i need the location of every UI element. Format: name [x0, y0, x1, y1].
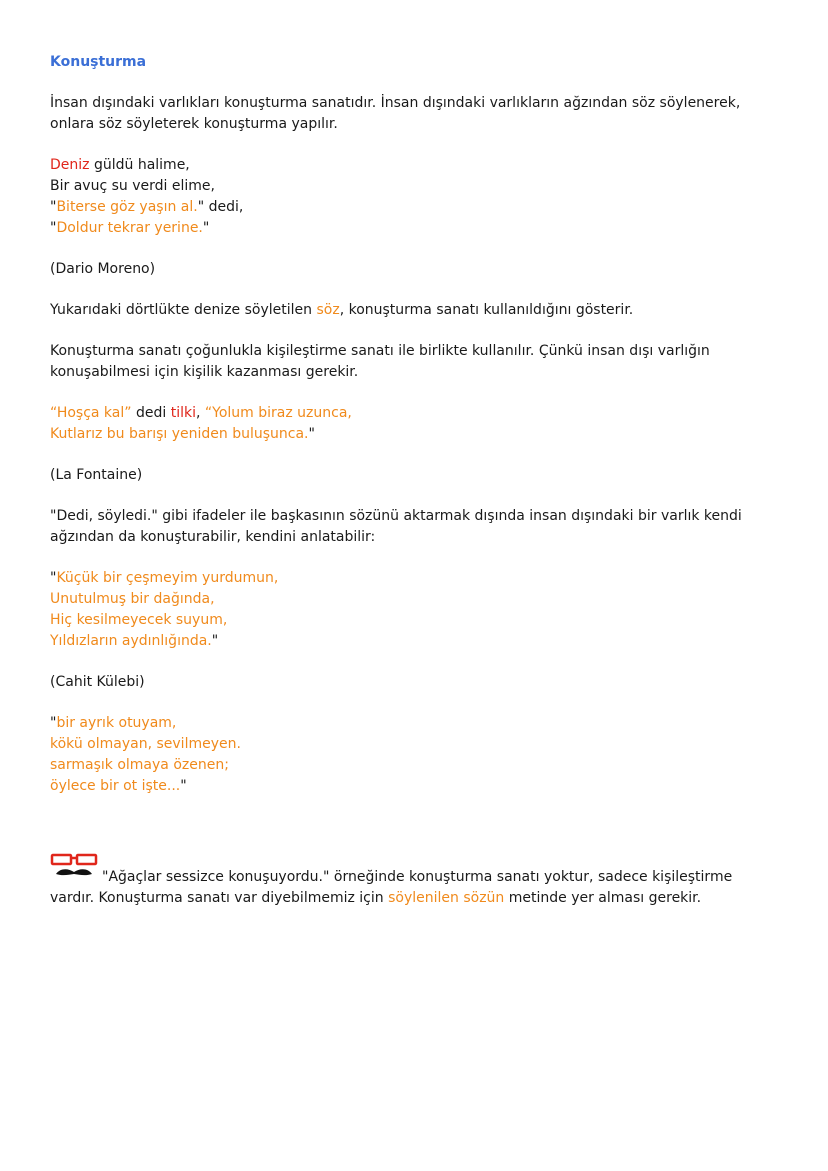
definition-line-1: İnsan dışındaki varlıkları konuşturma sanatıdır. İnsan dışındaki varlıkların ağzından söz söylenerek, [50, 95, 741, 111]
poem-1 [50, 155, 770, 239]
spoken-words: Biterse göz yaşın al. [56, 199, 198, 215]
poem-2-line-2 [50, 424, 770, 445]
explanation-text: , konuşturma sanatı kullanıldığını gösterir. [339, 302, 634, 318]
note-text: vardır. Konuşturma sanatı var diyebilmemiz için [50, 890, 389, 906]
poem-1-line-2: Bir avuç su verdi elime, [50, 178, 215, 194]
note-line-1: "Ağaçlar sessizce konuşuyordu." örneğinde konuşturma sanatı yoktur, sadece kişileştirme [102, 869, 733, 885]
quote-mark: " [50, 220, 57, 236]
poem-3-line-1 [50, 568, 770, 589]
highlight-word: söylenilen sözün [388, 890, 505, 906]
poem-2 [50, 403, 770, 445]
poem-text: dedi [131, 405, 171, 421]
spoken-words: öylece bir ot işte... [50, 778, 181, 794]
poem-4-line-4 [50, 776, 770, 797]
explanation-3-line-2: ağzından da konuşturabilir, kendini anlatabilir: [50, 529, 376, 545]
speaker-word: Deniz [50, 157, 90, 173]
spoken-words: Yıldızların aydınlığında. [50, 633, 212, 649]
poem-3-line-2: Unutulmuş bir dağında, [50, 591, 215, 607]
explanation-2-line-1: Konuşturma sanatı çoğunlukla kişileştirme sanatı ile birlikte kullanılır. Çünkü insan dışı varlığın [50, 343, 710, 359]
poem-3-line-4 [50, 631, 770, 652]
poem-4-line-3: sarmaşık olmaya özenen; [50, 757, 229, 773]
poem-4 [50, 713, 770, 797]
quote-mark: " [308, 426, 315, 442]
poem-4-line-1 [50, 713, 770, 734]
poem-text: , [195, 405, 205, 421]
quote-mark: " [50, 715, 57, 731]
spoken-words: Kutlarız bu barışı yeniden buluşunca. [50, 426, 309, 442]
quote-mark: " [50, 199, 57, 215]
note-block [50, 853, 770, 909]
page-title: Konuşturma [50, 54, 147, 70]
poem-3 [50, 568, 770, 652]
spoken-words: Doldur tekrar yerine. [56, 220, 203, 236]
note-line-2 [50, 888, 770, 909]
poem-1-line-1 [50, 155, 770, 176]
poem-3-line-3: Hiç kesilmeyecek suyum, [50, 612, 228, 628]
speaker-word: tilki [170, 405, 196, 421]
explanation-2-line-2: konuşabilmesi için kişilik kazanması gerekir. [50, 364, 359, 380]
glasses-mustache-icon [50, 853, 100, 879]
poem-1-author: (Dario Moreno) [50, 261, 156, 277]
spoken-words: bir ayrık otuyam, [56, 715, 177, 731]
spoken-words: “Hoşça kal” [50, 405, 132, 421]
poem-3-author: (Cahit Külebi) [50, 674, 145, 690]
poem-2-author: (La Fontaine) [50, 467, 143, 483]
explanation-3-line-1: "Dedi, söyledi." gibi ifadeler ile başkasının sözünü aktarmak dışında insan dışındaki bir varlık kendi [50, 508, 742, 524]
highlight-word: söz [316, 302, 340, 318]
document [50, 52, 770, 909]
poem-text: güldü halime, [89, 157, 190, 173]
poem-4-line-2: kökü olmayan, sevilmeyen. [50, 736, 241, 752]
explanation-text: Yukarıdaki dörtlükte denize söyletilen [50, 302, 317, 318]
definition-line-2: onlara söz söyleterek konuşturma yapılır. [50, 116, 338, 132]
note-text: metinde yer alması gerekir. [504, 890, 702, 906]
quote-mark: " [211, 633, 219, 649]
poem-2-line-1 [50, 403, 770, 424]
poem-text: " dedi, [197, 199, 244, 215]
poem-1-line-3 [50, 197, 770, 218]
spoken-words: Küçük bir çeşmeyim yurdumun, [56, 570, 279, 586]
quote-mark: " [202, 220, 210, 236]
spoken-words: “Yolum biraz uzunca, [204, 405, 352, 421]
poem-1-line-4 [50, 218, 770, 239]
explanation-1 [50, 300, 770, 321]
quote-mark: " [180, 778, 187, 794]
quote-mark: " [50, 570, 57, 586]
